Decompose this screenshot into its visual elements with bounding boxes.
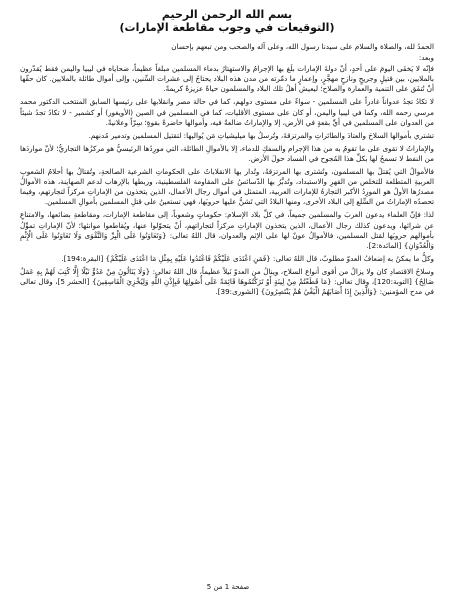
paragraph-economic-weapon: وسلاحُ الاقتصادِ كان ولا يزالُ من أقوى أنواع السلاح، وينالُ من العدوّ نَيلاً عظيماً، قال اللهُ تعالى: {وَلَا يَنَالُونَ مِنْ عَدُوٍّ نَيْلًا إِلَّا كُتِبَ لَهُمْ بِهِ عَمَلٌ صَالِحٌ} [التوبة:120]، وقال تعالى: {مَا قَطَعْتُمْ مِنْ لِينَةٍ أَوْ تَرَكْتُمُوهَا قَائِمَةً عَلَى أُصُولِهَا فَبِإِذْنِ اللَّهِ وَلِيُخْزِيَ الْفَاسِقِينَ} [الحشر 5]، وقال تعالى في مدح المؤمنين: {وَالَّذِينَ إِذَا أَصَابَهُمُ الْبَغْيُ هُمْ يَنْتَصِرُونَ} [الشورى:39].	[20, 266, 434, 297]
paragraph-aggression-examples: لا تكادُ تجدُ عدواناً غادراً على المسلمين - سواءٌ على مستوى دولهم، كما في حالة مصر وانقلابها على رئيسها السابق المنتخب الدكتور محمد مرسي رحمه الله، وكما في ليبيا واليمن، أو كان على مستوى الأقليات، كما في المسلمين في الصين (الأويغور) أو كشمير - لا تكادُ تجدُ شيئاً من العدوان على المسلمين في أيِّ بقعةٍ في الأرض، إلا والإماراتُ ضالعةٌ فيه، وأموالها حاضرةٌ بقوةٍ؛ سِرّاً وعلانيةً.	[20, 97, 434, 127]
page-number-footer: صفحة 1 من 5	[206, 583, 250, 591]
paragraph-weaken-enemy: وكلُّ ما يمكنُ به إضعافُ العدوّ مطلوبٌ، قال اللهُ تعالى: {فَمَنِ اعْتَدَى عَلَيْكُمْ فَاعْتَدُوا عَلَيْهِ بِمِثْلِ مَا اعْتَدَى عَلَيْكُمْ} [البقرة:194].	[61, 253, 434, 263]
paragraph-money-uses: فالأموالُ التي يُقتلُ بها المسلمون، وتُشترى بها المرتزقةُ، وتُدار بها الانقلاباتُ على الحكوماتِ الشرعية الصالحةِ، وتُقتالُ بها أحلامُ الشعوبِ العربيةِ المتطلعة للتخلص من القهرِ والاستبداد، وتُدبَّرُ بها الدّسائسُ على المقاومة الفلسطينية، وربطها بالإرهاب لدعم الصهاينة، هذه الأموالُ مصدرُها الأولُ هو المورِدُ الأكبر التجارةُ للإمارات العربية، المتمثل في أموال رجال الأعمال، الذين يتخذون من الإماراتِ مركزاً لتجارتهم، وفيما تحصدُه الإماراتُ من السِّلع إلى البلاد الأخرى، ومنها البلادُ التي تَشنُّ عليها حروبَها، فهي تستعينُ على قتلِ المسلمين بأموالِ المسلمين.	[20, 167, 434, 207]
paragraph-funding-source: والإماراتُ لا تقوى على ما تقومُ به من هذا الإجرام والسفكِ للدماء، إلا بالأموالِ الطائلة، التي مورِدُها الرئيسيُّ هو مركزُها التجاريُّ؛ لأنّ مواردَها من النفط لا تسمحُ لها بكلِّ هذا المُجوح في الفساد حولَ الأرض.	[20, 143, 434, 163]
document-header	[20, 8, 434, 34]
document-title: (التوقيعات في وجوب مقاطعة الإمارات)	[119, 21, 335, 34]
paragraph-opening-praise: الحمدُ لله، والصلاة والسلام على سيدنا رسول الله، وعلى آله والصحب ومن تبعهم بإحسان	[171, 42, 434, 51]
paragraph-wabaad: وبعد:	[418, 53, 434, 63]
paragraph-call-to-boycott: لذا: فإنّ العلماء يدعون العربَ والمسلمين جميعاً، في كلِّ بلاد الإسلام: حكوماتٍ وشعوباً، إلى مقاطعة الإمارات، ومقاطعةِ بضائعها، والامتناعِ عن شرائها، ويدعون كذلك رجال الأعمال، الذين يتخذون الإماراتِ مركزاً لتجاراتهم، أنْ يتحوّلوا عنها، ويُقاطعوا موانئها؛ لأنّ الإماراتِ تموِّلُ بأموالهم حروبَها لقتل المسلمين، فالأموالُ عونٌ لها على الإثم والعدوان، قال اللهُ تعالى: {وَتَعَاوَنُوا عَلَى الْبِرِّ وَالتَّقْوَى وَلَا تَعَاوَنُوا عَلَى الْإِثْمِ وَالْعُدْوَانِ} [المائدة:2].	[20, 210, 434, 250]
paragraph-weapons-mercenaries: تشتري بأموالها السلاحَ والعتادَ والطائراتِ والمرتزقةَ، وتُرسلُ بها ميليشياتِ مَن يُواليها: لتقتيل المسلمين وتدمير مُدنهم.	[88, 130, 434, 140]
basmala-heading: بسم الله الرحمن الرحيم	[161, 8, 293, 21]
document-body	[20, 42, 434, 297]
paragraph-uae-crimes: فإنّه لا يَخفَى اليومَ على أحدٍ، أنّ دولةَ الإمارات بلَغ بها الإجرامُ والاستهتارُ بدماء المسلمين مبلغاً عظيماً، ضحاياه في ليبيا واليمن فقط يُقدّرون بالملايين، بين قتيلٍ وجريحٍ ونازحٍ مهجَّرٍ، وإعمارٍ ما دمّرته من مدن هذه البلاد يحتاجُ إلى عشرات السِّنين، وإلى أموال طائلة بالملايين. كان حقّها أنْ تُنفَق على التنمية والعمارة والصلاح؛ ليعيش أهلُ تلك البلاد والمسلمون حياةً عزيزةً كريمةً.	[20, 64, 434, 94]
